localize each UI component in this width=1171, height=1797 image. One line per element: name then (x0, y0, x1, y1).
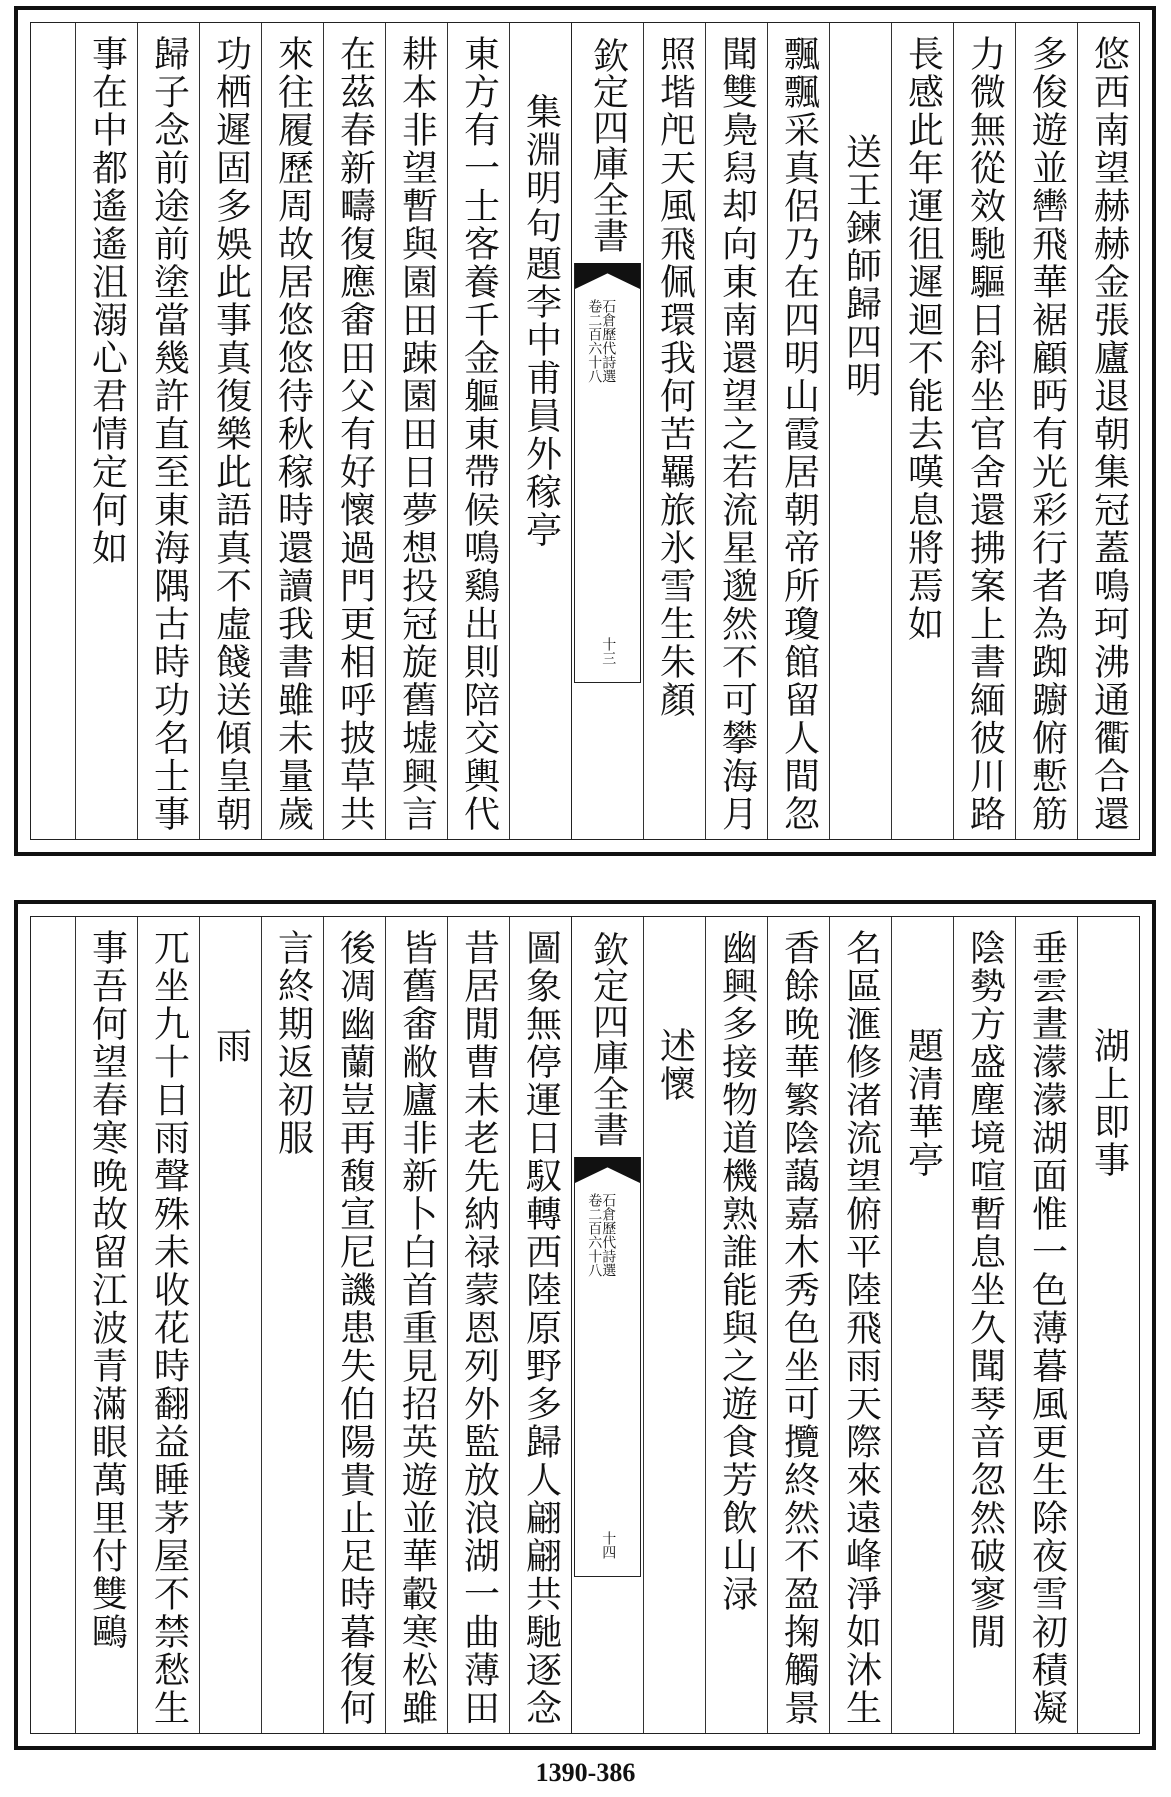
verse-line: 力微無從效馳驅日斜坐官舍還拂案上書緬彼川路 (964, 35, 1006, 833)
fish-tail-bottom-line (575, 1576, 640, 1577)
top-page-columns (31, 23, 1139, 839)
fish-tail-mark (574, 263, 641, 683)
text-column (137, 23, 199, 839)
text-column (767, 917, 829, 1733)
gutter-book-title: 石倉歷代詩選 (600, 299, 617, 383)
verse-line: 陰勢方盛塵境喧暫息坐久聞琴音忽然破寥閒 (964, 929, 1006, 1651)
verse-line: 來往履歷周故居悠悠待秋稼時還讀我書雖未量歲 (272, 35, 314, 833)
gutter-volume: 卷二百六十八 (586, 299, 603, 383)
verse-line: 在茲春新疇復應畬田父有好懷過門更相呼披草共 (334, 35, 376, 833)
text-column (1077, 23, 1139, 839)
verse-line: 照堦戺天風飛佩環我何苦羈旅氷雪生朱顏 (654, 35, 696, 719)
verse-line: 皆舊畬敝廬非新卜白首重見招英遊並華轂寒松雖 (396, 929, 438, 1727)
verse-line: 東方有一士客養千金軀東帶候鳴鷄出則陪交輿代 (458, 35, 500, 833)
text-column (1015, 23, 1077, 839)
text-column (447, 917, 509, 1733)
text-column (323, 917, 385, 1733)
verse-line: 事吾何望春寒晚故留江波青滿眼萬里付雙鷗 (86, 929, 128, 1651)
verse-line: 昔居閒曹未老先納禄蒙恩列外監放浪湖一曲薄田 (458, 929, 500, 1727)
poem-title: 題清華亭 (902, 1027, 944, 1179)
text-column (385, 23, 447, 839)
text-column (75, 23, 137, 839)
verse-line: 言終期返初服 (272, 929, 314, 1157)
text-column (1015, 917, 1077, 1733)
verse-line: 歸子念前途前塗當幾許直至東海隅古時功名士事 (148, 35, 190, 833)
verse-line: 聞雙鳧舄却向東南還望之若流星邈然不可攀海月 (716, 35, 758, 833)
text-column (643, 917, 705, 1733)
fish-tail-icon (575, 263, 640, 289)
footer-code: 1390-386 (535, 1758, 636, 1787)
verse-line: 兀坐九十日雨聲殊未收花時翻益睡茅屋不禁愁生 (148, 929, 190, 1727)
verse-line: 圖象無停運日馭轉西陸原野多歸人翩翩共馳逐念 (520, 929, 562, 1727)
text-column (261, 917, 323, 1733)
text-column (829, 23, 891, 839)
verse-line: 長感此年運徂遲迴不能去嘆息將焉如 (902, 35, 944, 643)
fish-tail-bottom-line (575, 682, 640, 683)
text-column (705, 917, 767, 1733)
center-gutter (571, 917, 643, 1733)
gutter-title: 欽定四庫全書 (587, 931, 629, 1147)
verse-line: 功栖遲固多娛此事真復樂此語真不虛餞送傾皇朝 (210, 35, 252, 833)
verse-line: 後凋幽蘭豈再馥宣尼譏患失伯陽貴止足時暮復何 (334, 929, 376, 1727)
text-column (199, 23, 261, 839)
page-number: 十三 (600, 637, 617, 665)
text-column (385, 917, 447, 1733)
verse-line: 飄飄采真侶乃在四明山霞居朝帝所瓊館留人間忽 (778, 35, 820, 833)
verse-line: 耕本非望暫與園田踈園田日夢想投冠旋舊墟興言 (396, 35, 438, 833)
gutter-volume: 卷二百六十八 (586, 1193, 603, 1277)
text-column (509, 917, 571, 1733)
text-column (891, 23, 953, 839)
text-column (509, 23, 571, 839)
gutter-title: 欽定四庫全書 (587, 37, 629, 253)
text-column (767, 23, 829, 839)
text-column (705, 23, 767, 839)
center-gutter (571, 23, 643, 839)
fish-tail-mark (574, 1157, 641, 1577)
text-column (829, 917, 891, 1733)
verse-line: 事在中都遙遙沮溺心君情定何如 (86, 35, 128, 567)
verse-line: 名區滙修渚流望俯平陸飛雨天際來遠峰淨如沐生 (840, 929, 882, 1727)
text-column (643, 23, 705, 839)
bottom-page (14, 900, 1156, 1750)
text-column (891, 917, 953, 1733)
poem-title: 集淵明句題李中甫員外稼亭 (520, 93, 562, 549)
poem-title: 述懷 (654, 1027, 696, 1103)
text-column (953, 23, 1015, 839)
poem-title: 雨 (210, 1027, 252, 1065)
gutter-book-title: 石倉歷代詩選 (600, 1193, 617, 1277)
poem-title: 湖上即事 (1088, 1027, 1130, 1179)
verse-line: 垂雲晝濛濛湖面惟一色薄暮風更生除夜雪初積凝 (1026, 929, 1068, 1727)
verse-line: 香餘晚華繁陰藹嘉木秀色坐可攬終然不盈掬觸景 (778, 929, 820, 1727)
top-page-frame (30, 22, 1140, 840)
text-column (199, 917, 261, 1733)
text-column (1077, 917, 1139, 1733)
text-column (137, 917, 199, 1733)
text-column (323, 23, 385, 839)
verse-line: 幽興多接物道機熟誰能與之遊食芳飲山渌 (716, 929, 758, 1613)
top-page (14, 6, 1156, 856)
verse-line: 多俊遊並轡飛華裾顧眄有光彩行者為踟躕俯慙筋 (1026, 35, 1068, 833)
bottom-page-frame (30, 916, 1140, 1734)
text-column (75, 917, 137, 1733)
text-column (447, 23, 509, 839)
verse-line: 悠西南望赫赫金張廬退朝集冠蓋鳴珂沸通衢合還 (1088, 35, 1130, 833)
text-column (261, 23, 323, 839)
fish-tail-icon (575, 1157, 640, 1183)
page-number: 十四 (600, 1531, 617, 1559)
poem-title: 送王鍊師歸四明 (840, 133, 882, 399)
text-column (953, 917, 1015, 1733)
bottom-page-columns (31, 917, 1139, 1733)
